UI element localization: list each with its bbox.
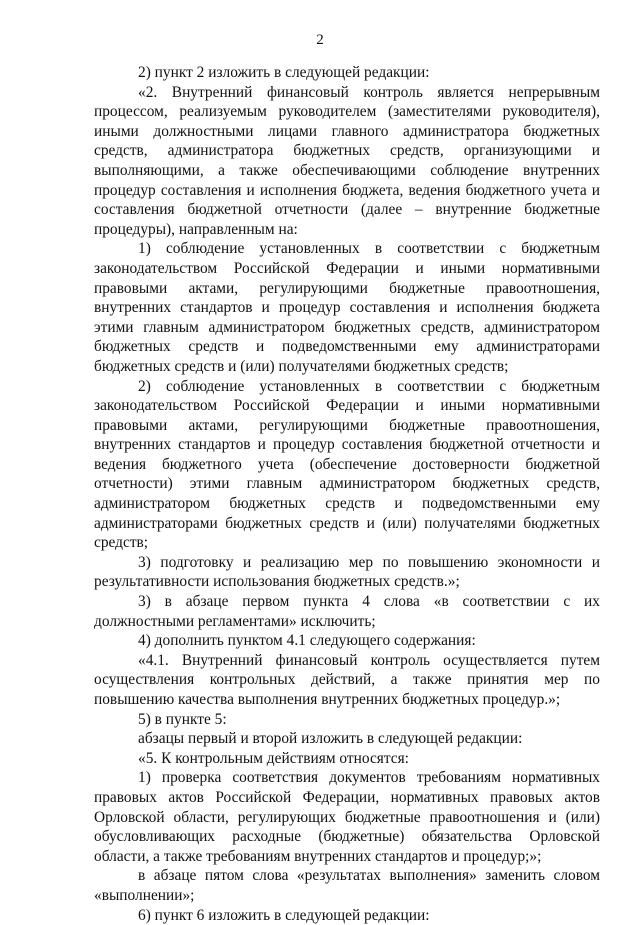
page-number: 2 (316, 32, 324, 48)
paragraph-item-5-paragraphs-1-2: абзацы первый и второй изложить в следующей редакции: (138, 730, 523, 748)
paragraph-subitem-1: 1) соблюдение установленных в соответствии с бюджетным законодательством Российской Федерации и иными нормативными правовыми актами, регулирующими бюджетные правоотношения, внутренних стандартов и процедур составления и исполнения бюджета этими главным администратором бюджетных средств, администратором бюджетных средств и подведомственными ему администраторами бюджетных средств и (или) получателями бюджетных средств; (94, 240, 600, 375)
paragraph-subitem-2: 2) соблюдение установленных в соответствии с бюджетным законодательством Российской Федерации и иными нормативными правовыми актами, регулирующими бюджетные правоотношения, внутренних стандартов и процедур составления бюджетной отчетности и ведения бюджетного учета (обеспечение достоверности бюджетной отчетности) этими главным администратором бюджетных средств, администратором бюджетных средств и подведомственными ему администраторами бюджетных средств и (или) получателями бюджетных средств; (94, 377, 600, 552)
paragraph-item-5-paragraph-5: в абзаце пятом слова «результатах выполнения» заменить словом «выполнении»; (94, 867, 600, 904)
paragraph-internal-control-definition: «2. Внутренний финансовый контроль является непрерывным процессом, реализуемым руководителем (заместителями руководителя), иными должностными лицами главного администратора бюджетных средств, администратора бюджетных средств, организующими и выполняющими, а также обеспечивающими соблюдение внутренних процедур составления и исполнения бюджета, ведения бюджетного учета и составления бюджетной отчетности (далее – внутренние бюджетные процедуры), направленным на: (94, 83, 600, 238)
paragraph-item-3: 3) в абзаце первом пункта 4 слова «в соответствии с их должностными регламентами» исключить; (94, 593, 600, 630)
paragraph-clause-4-1: «4.1. Внутренний финансовый контроль осуществляется путем осуществления контрольных действий, а также принятия мер по повышению качества выполнения внутренних бюджетных процедур.»; (94, 651, 600, 708)
paragraph-clause-5: «5. К контрольным действиям относятся: (138, 749, 409, 767)
paragraph-item-2: 2) пункт 2 изложить в следующей редакции: (138, 64, 430, 81)
paragraph-item-6: 6) пункт 6 изложить в следующей редакции: (138, 906, 430, 924)
paragraph-item-5: 5) в пункте 5: (138, 710, 227, 728)
paragraph-subitem-3: 3) подготовку и реализацию мер по повышению экономности и результативности использования бюджетных средств.»; (94, 553, 600, 591)
document-body (94, 63, 600, 925)
paragraph-clause-5-subitem-1: 1) проверка соответствия документов требованиям нормативных правовых актов Российской Федерации, нормативных правовых актов Орловской области, регулирующих бюджетные правоотношения и (или) обусловливающих расходные (бюджетные) обязательства Орловской области, а также требованиям внутренних стандартов и процедур;»; (94, 769, 600, 865)
paragraph-item-4: 4) дополнить пунктом 4.1 следующего содержания: (138, 632, 476, 650)
